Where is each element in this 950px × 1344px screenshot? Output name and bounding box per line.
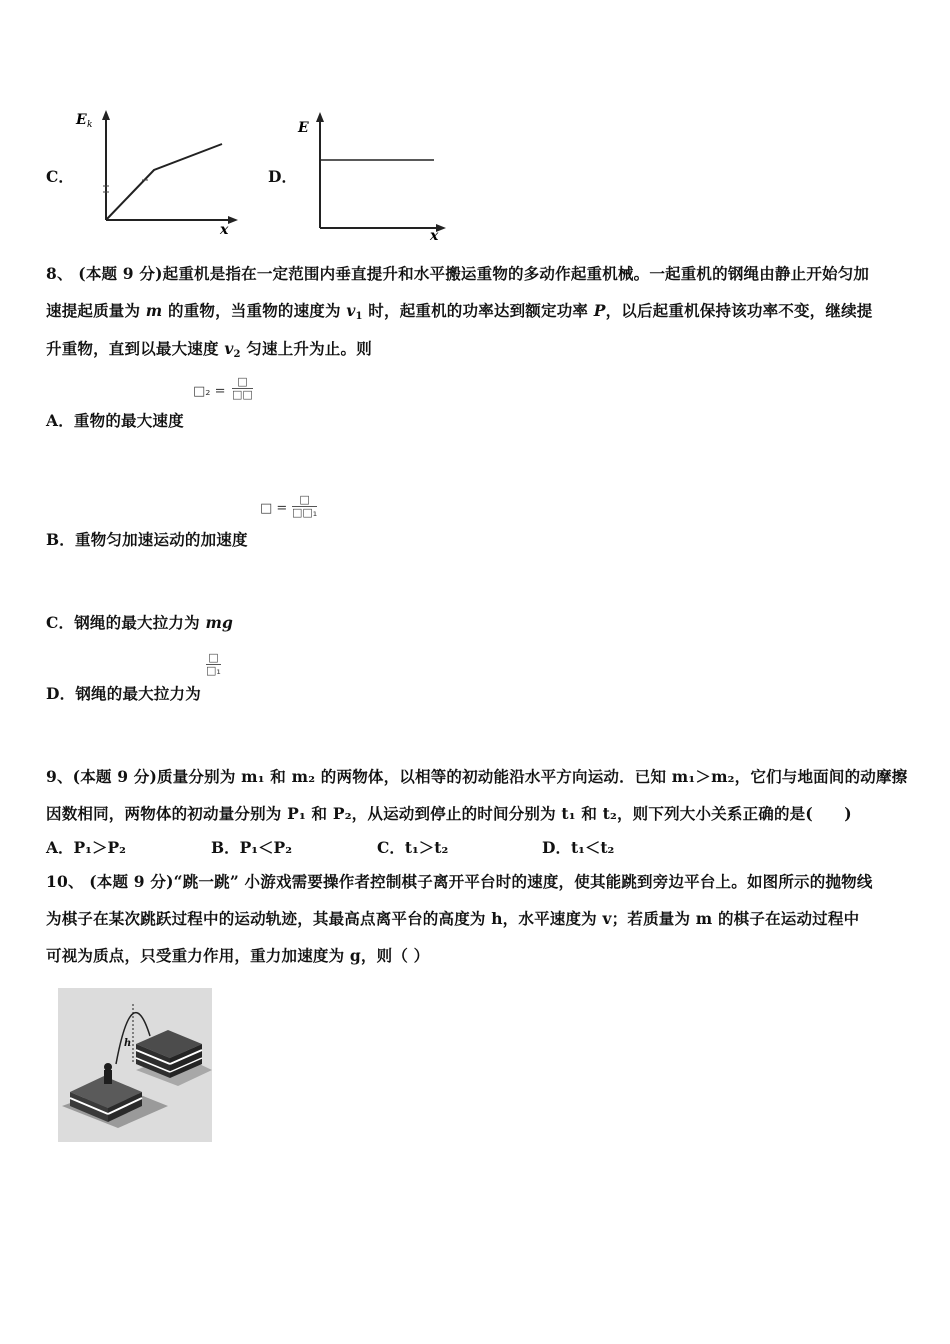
q8-formula-a-lhs: □₂ = — [193, 384, 226, 399]
option-c-label: C． — [46, 167, 74, 186]
q8-option-d: D．钢绳的最大拉力为 — [46, 684, 201, 703]
graph-c-y-label: E — [76, 112, 87, 128]
q9-option-a: A．P₁＞P₂ — [46, 838, 126, 857]
graph-d-y-label: E — [298, 120, 309, 136]
formula-numerator: □ — [206, 652, 221, 665]
q8-formula-b-lhs: □ = — [260, 501, 288, 516]
q8-var-m: m — [145, 301, 163, 320]
q9-line-1: 9、(本题 9 分)质量分别为 m₁ 和 m₂ 的两物体，以相等的初动能沿水平方向运动．已知 m₁＞m₂，它们与地面间的动摩擦 — [46, 767, 908, 786]
q9-option-b: B．P₁＜P₂ — [211, 838, 292, 857]
q9-option-d: D．t₁＜t₂ — [542, 838, 615, 857]
q9-line-2: 因数相同，两物体的初动量分别为 P₁ 和 P₂，从运动到停止的时间分别为 t₁ 和 t₂，则下列大小关系正确的是( ) — [46, 804, 852, 823]
formula-denominator: □□₁ — [292, 506, 318, 519]
graph-d-x-label: x — [430, 228, 439, 242]
q8-var-v1: v — [346, 301, 356, 320]
figure-h-label: h — [124, 1038, 132, 1049]
q8-option-b: B．重物匀加速运动的加速度 — [46, 530, 248, 549]
graph-c-x-label: x — [220, 222, 229, 238]
q8-sub: 2 — [233, 349, 241, 360]
q10-line-3: 可视为质点，只受重力作用，重力加速度为 g，则（ ） — [46, 946, 430, 965]
q10-line-1: 10、 (本题 9 分)“跳一跳” 小游戏需要操作者控制棋子离开平台时的速度，使其能跳到旁边平台上。如图所示的抛物线 — [46, 872, 873, 891]
jump-game-figure — [58, 988, 212, 1142]
q8-formula-d-fraction — [206, 652, 221, 677]
formula-denominator: □₁ — [206, 664, 221, 677]
q8-line-1: 8、 (本题 9 分)起重机是指在一定范围内垂直提升和水平搬运重物的多动作起重机械。一起重机的钢绳由静止开始匀加 — [46, 264, 870, 283]
q8-formula-b-fraction — [292, 494, 317, 519]
q8-var-P: P — [593, 301, 606, 320]
q8-text: 升重物，直到以最大速度 — [46, 339, 225, 358]
option-text: C．钢绳的最大拉力为 — [46, 613, 206, 632]
formula-numerator: □ — [232, 376, 253, 389]
q8-option-a: A．重物的最大速度 — [46, 411, 184, 430]
q9-option-c: C．t₁＞t₂ — [377, 838, 449, 857]
q8-line-3 — [46, 337, 372, 360]
option-expr: mg — [205, 613, 234, 632]
graph-c — [72, 108, 242, 238]
formula-numerator: □ — [292, 494, 317, 507]
q10-line-2: 为棋子在某次跳跃过程中的运动轨迹，其最高点离平台的高度为 h，水平速度为 v；若质量为 m 的棋子在运动过程中 — [46, 909, 860, 928]
q8-text: 时，起重机的功率达到额定功率 — [362, 301, 594, 320]
q8-text: 匀速上升为止。则 — [240, 339, 372, 358]
q8-option-c — [46, 611, 233, 633]
q8-line-2 — [46, 299, 872, 322]
q8-formula-a-fraction — [232, 376, 253, 401]
q8-text: 的重物，当重物的速度为 — [162, 301, 347, 320]
option-d-label: D． — [268, 167, 297, 186]
q8-sub: 1 — [355, 311, 363, 322]
formula-denominator: □□ — [232, 388, 253, 401]
q8-text: 速提起质量为 — [46, 301, 146, 320]
q8-text: ，以后起重机保持该功率不变，继续提 — [605, 301, 873, 320]
q8-var-v2: v — [224, 339, 234, 358]
graph-c-y-sub: k — [87, 120, 93, 130]
graph-d — [292, 108, 452, 242]
